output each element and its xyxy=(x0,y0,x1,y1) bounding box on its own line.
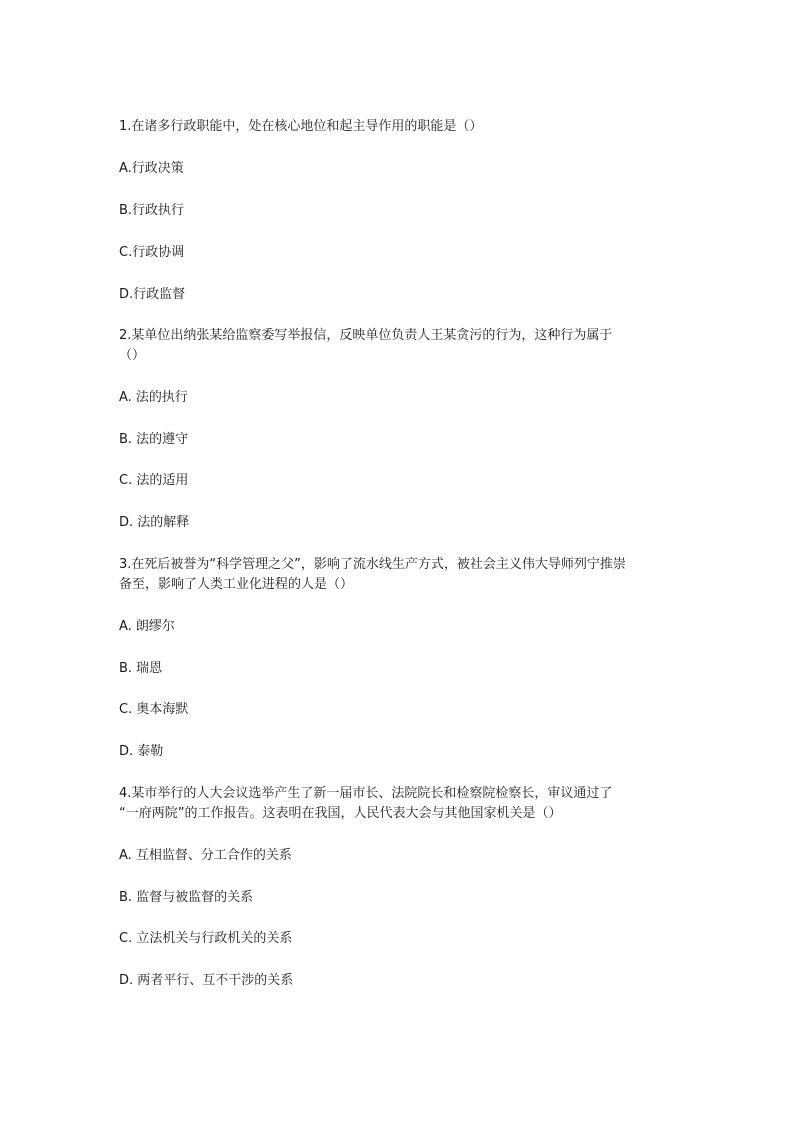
question-3-stem-line-2: 备至，影响了人类工业化进程的人是（） xyxy=(119,577,354,592)
question-3-option-b: B. 瑞恩 xyxy=(119,661,163,676)
question-4-stem-line-2: “一府两院”的工作报告。这表明在我国，人民代表大会与其他国家机关是（） xyxy=(119,806,562,821)
question-1-option-d: D.行政监督 xyxy=(119,287,186,302)
question-2-stem-line-2: （） xyxy=(119,348,146,363)
question-2-option-d: D. 法的解释 xyxy=(119,515,190,530)
question-3-option-d: D. 泰勒 xyxy=(119,744,164,759)
question-4-option-b: B. 监督与被监督的关系 xyxy=(119,890,254,905)
question-1-stem-line-1: 1.在诸多行政职能中，处在核心地位和起主导作用的职能是（） xyxy=(119,119,483,134)
question-4-option-a: A. 互相监督、分工合作的关系 xyxy=(119,848,292,863)
question-2-option-b: B. 法的遵守 xyxy=(119,432,189,447)
question-3-option-a: A. 朗缪尔 xyxy=(119,619,175,634)
question-3-option-c: C. 奥本海默 xyxy=(119,702,189,717)
question-4-stem-line-1: 4.某市举行的人大会议选举产生了新一届市长、法院院长和检察院检察长，审议通过了 xyxy=(119,786,613,801)
question-3-stem-line-1: 3.在死后被誉为“科学管理之父”，影响了流水线生产方式，被社会主义伟大导师列宁推崇 xyxy=(119,557,626,572)
question-4-option-c: C. 立法机关与行政机关的关系 xyxy=(119,931,293,946)
question-1-option-c: C.行政协调 xyxy=(119,245,185,260)
question-4-option-d: D. 两者平行、互不干涉的关系 xyxy=(119,973,294,988)
question-1-option-b: B.行政执行 xyxy=(119,203,185,218)
question-1-option-a: A.行政决策 xyxy=(119,161,184,176)
question-2-option-a: A. 法的执行 xyxy=(119,390,188,405)
question-2-option-c: C. 法的适用 xyxy=(119,473,189,488)
question-2-stem-line-1: 2.某单位出纳张某给监察委写举报信，反映单位负责人王某贪污的行为，这种行为属于 xyxy=(119,328,613,343)
